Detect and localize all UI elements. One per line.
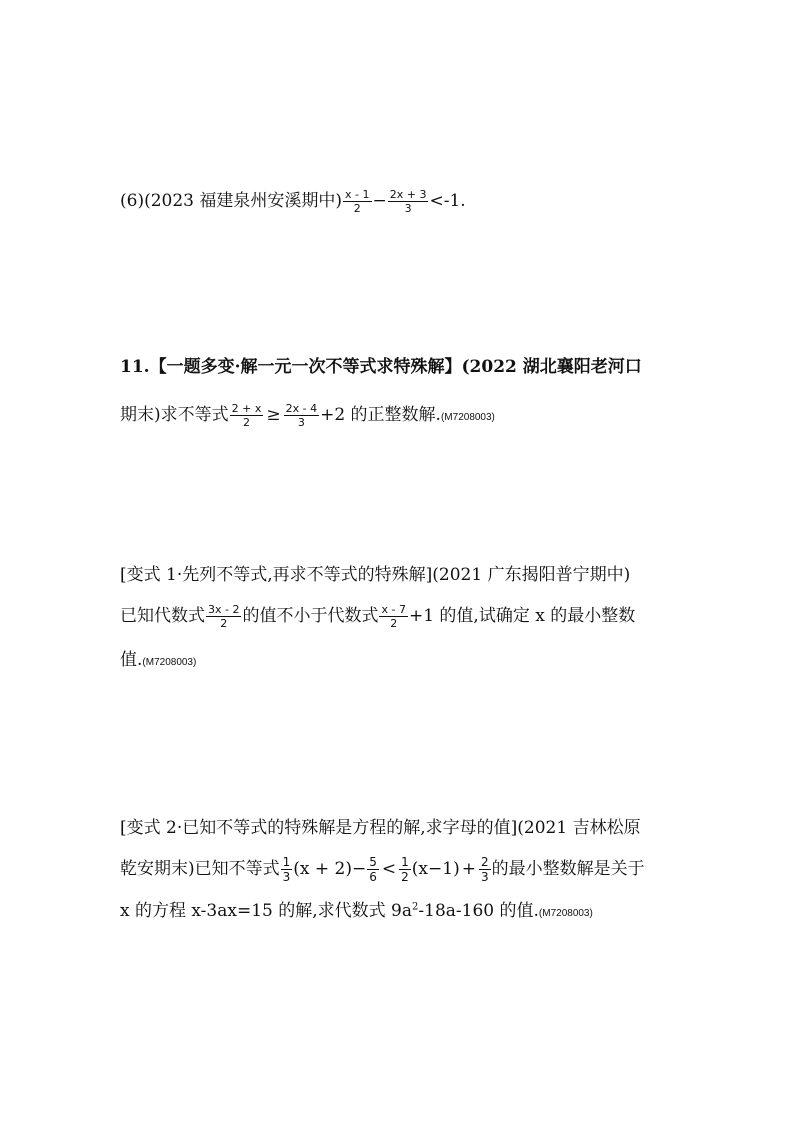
problem-text: 的最小整数解是关于 [491, 859, 645, 879]
problem-code: (M7208003) [142, 657, 197, 668]
denominator: 2 [353, 202, 361, 215]
fraction [284, 402, 319, 429]
problem-title: 【一题多变·解一元一次不等式求特殊解】 [149, 357, 462, 377]
problem-11-line-2 [120, 402, 495, 430]
fraction [379, 603, 407, 630]
fraction [230, 402, 264, 429]
variant-1-line-1 [120, 563, 630, 587]
operator: < [381, 859, 397, 879]
variant-2-line-3 [120, 899, 593, 926]
numerator: 5 [369, 855, 377, 869]
operator: + [461, 859, 476, 879]
denominator: 3 [480, 870, 489, 884]
denominator: 3 [282, 870, 291, 884]
numerator: x - 1 [345, 188, 370, 201]
denominator: 3 [404, 202, 412, 215]
superscript: 2 [412, 901, 419, 913]
denominator: 6 [369, 870, 377, 884]
operator: − [372, 191, 387, 211]
problem-text: 乾安期末)已知不等式 [120, 859, 280, 879]
numerator: 2 [480, 855, 489, 869]
operator: − [352, 859, 367, 879]
numerator: 1 [401, 855, 409, 869]
numerator: 1 [282, 855, 291, 869]
variant-heading: [变式 2·已知不等式的特殊解是方程的解,求字母的值](2021 吉林松原 [120, 818, 641, 838]
problem-text: -18a-160 的值. [418, 901, 539, 921]
problem-code: (M7208003) [440, 412, 495, 423]
variant-1-line-2 [120, 603, 635, 630]
fraction [479, 855, 491, 884]
operator: ≥ [266, 405, 281, 425]
problem-text: 期末)求不等式 [120, 405, 229, 425]
denominator: 3 [297, 416, 305, 429]
problem-code: (M7208003) [538, 908, 593, 919]
denominator: 2 [243, 416, 250, 429]
problem-11-line-1 [120, 355, 642, 379]
denominator: 2 [401, 870, 409, 884]
problem-number: 11. [120, 357, 150, 377]
variant-heading: [变式 1·先列不等式,再求不等式的特殊解](2021 广东揭阳普宁期中) [120, 565, 631, 585]
problem-source: (2022 湖北襄阳老河口 [461, 357, 642, 377]
fraction [399, 855, 411, 884]
problem-text: 已知代数式 [120, 606, 205, 626]
problem-text: 值. [120, 650, 143, 670]
numerator: 3x - 2 [208, 603, 240, 616]
variant-2-line-2 [120, 855, 645, 884]
variant-1-line-3 [120, 648, 196, 675]
denominator: 2 [220, 617, 228, 630]
math-term: (x−1) [411, 859, 460, 879]
problem-text: +1 的值,试确定 x 的最小整数 [408, 606, 636, 626]
problem-6-line [120, 188, 466, 215]
numerator: 2 + x [231, 402, 262, 415]
fraction [367, 855, 379, 884]
problem-text: +2 的正整数解. [320, 405, 441, 425]
numerator: 2x + 3 [389, 188, 427, 201]
fraction [206, 603, 241, 630]
problem-text: 的值不小于代数式 [242, 606, 379, 626]
fraction [388, 188, 429, 215]
variant-2-line-1 [120, 816, 641, 840]
denominator: 2 [390, 617, 398, 630]
numerator: 2x - 4 [285, 402, 318, 415]
fraction [343, 188, 371, 215]
fraction [281, 855, 293, 884]
numerator: x - 7 [381, 603, 406, 616]
problem-6-prefix: (6)(2023 福建泉州安溪期中) [120, 191, 343, 211]
problem-text: x 的方程 x-3ax=15 的解,求代数式 9a [120, 901, 413, 921]
problem-6-suffix: <-1. [429, 191, 466, 211]
math-term: (x + 2) [293, 859, 353, 879]
